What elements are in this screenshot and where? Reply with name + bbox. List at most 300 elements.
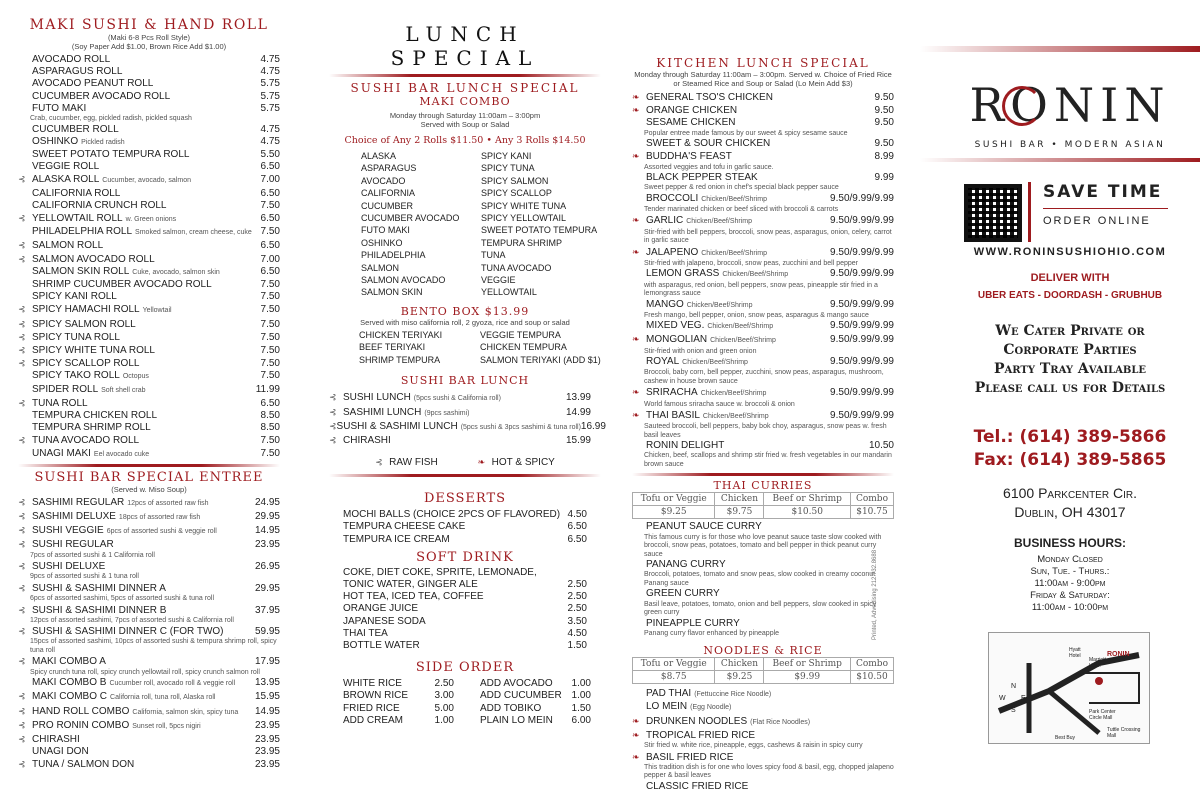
menu-item	[632, 268, 894, 281]
item-price: 4.50	[567, 627, 587, 639]
raw-fish-icon: ⊰	[18, 759, 26, 770]
menu-item	[18, 410, 280, 422]
item-title: SALMON ROLL	[32, 240, 104, 252]
maki-note-1: (Maki 6-8 Pcs Roll Style)	[107, 33, 191, 42]
item-price: 13.95	[254, 677, 280, 689]
item-name	[32, 734, 255, 746]
raw-fish-icon: ⊰	[18, 304, 26, 315]
phone[interactable]: Tel.: (614) 389-5866	[973, 427, 1167, 447]
list-item: OSHINKO	[361, 237, 403, 248]
item-details: Assorted veggies and tofu in garlic sauce.	[644, 163, 774, 171]
item-name	[32, 136, 261, 149]
item-price: 26.95	[254, 561, 280, 573]
menu-item	[632, 214, 894, 228]
item-title: SUSHI & SASHIMI DINNER A	[32, 582, 166, 594]
item-price: 14.99	[565, 406, 591, 418]
price-cell: $10.50	[764, 506, 851, 519]
list-item: TUNA AVOCADO	[481, 262, 552, 273]
maki-combo-note-1: Monday through Saturday 11:00am – 3:00pm	[389, 111, 541, 120]
menu-item	[480, 690, 591, 702]
item-price: 8.99	[874, 151, 894, 163]
item-price: 5.75	[260, 90, 280, 102]
maki-combo-note-2: Served with Soup or Salad	[420, 120, 510, 129]
item-name	[480, 678, 572, 690]
item-description: Chicken/Beef/Shrimp	[701, 195, 767, 203]
item-description: (Fettuccine Rice Noodle)	[694, 691, 772, 699]
menu-item	[18, 212, 280, 226]
item-price: 23.95	[254, 759, 280, 771]
item-name	[32, 691, 255, 704]
header-band	[920, 46, 1200, 52]
item-price: 7.50	[260, 318, 280, 330]
item-name	[32, 91, 261, 103]
item-name	[32, 706, 255, 719]
item-description: Chicken/Beef/Shrimp	[707, 323, 774, 331]
item-description: (9pcs sashimi)	[424, 409, 470, 417]
list-item: ALASKA	[361, 151, 397, 161]
item-price: 6.50	[260, 187, 280, 199]
chili-pepper-icon: ❧	[632, 92, 640, 102]
item-title: TEMPURA ICE CREAM	[343, 533, 450, 545]
menu-item	[343, 567, 587, 579]
desserts-title: DESSERTS	[423, 491, 507, 507]
item-name	[646, 559, 894, 571]
item-title: CUCUMBER AVOCADO ROLL	[32, 90, 171, 102]
item-price: 9.99	[874, 172, 894, 184]
entree-title: SUSHI BAR SPECIAL ENTREE	[34, 469, 264, 485]
item-description: 6pcs of assorted sushi & veggie roll	[106, 528, 217, 536]
item-title: RONIN DELIGHT	[646, 440, 725, 452]
menu-item	[18, 188, 280, 200]
sushi-bar-lunch-title: SUSHI BAR LUNCH SPECIAL	[350, 81, 580, 95]
chili-pepper-icon: ❧	[632, 410, 640, 421]
raw-fish-icon: ⊰	[18, 539, 26, 550]
item-title: MIXED VEG.	[646, 320, 705, 332]
item-price: 4.75	[260, 66, 280, 78]
list-item: VEGGIE	[481, 275, 516, 286]
list-item: SPICY TUNA	[481, 163, 535, 174]
item-title: MONGOLIAN	[646, 334, 708, 346]
item-name	[646, 105, 875, 117]
item-details: Stir fried w. white rice, pineapple, eggs, cashews & raisin in spicy curry	[644, 742, 863, 750]
item-name	[343, 579, 568, 591]
item-title: TONIC WATER, GINGER ALE	[343, 579, 478, 590]
list-item: YELLOWTAIL	[481, 287, 537, 298]
item-price: 5.00	[434, 702, 454, 714]
menu-item	[18, 136, 280, 149]
raw-fish-icon: ⊰	[18, 435, 26, 446]
item-price: 7.00	[260, 174, 280, 186]
item-name	[646, 117, 875, 129]
item-title: SPICY KANI ROLL	[32, 291, 117, 303]
item-price: 23.95	[254, 746, 280, 758]
item-price: 17.95	[254, 656, 280, 668]
item-title: CUCUMBER ROLL	[32, 123, 119, 135]
desserts-list	[329, 509, 601, 546]
item-name	[32, 384, 256, 397]
item-details: 15pcs of assorted sashimi, 10pcs of assorted sushi & tempura shrimp roll, spicy tuna roll	[30, 638, 277, 654]
item-title: COKE, DIET COKE, SPRITE, LEMONADE,	[343, 566, 537, 578]
item-name	[646, 730, 894, 742]
roll-choices-grid	[329, 150, 601, 299]
item-name	[32, 279, 261, 291]
raw-fish-icon: ⊰	[329, 392, 337, 403]
item-price: 7.50	[260, 358, 280, 370]
item-title: BOTTLE WATER	[343, 640, 420, 652]
item-price: 7.50	[260, 199, 280, 211]
price-cell: $9.25	[715, 671, 764, 684]
item-price: 9.50/9.99/9.99	[830, 387, 894, 399]
item-title: SASHIMI DELUXE	[32, 511, 116, 522]
bento-left	[359, 329, 480, 367]
item-title: GREEN CURRY	[646, 588, 720, 600]
item-price: 5.75	[260, 78, 280, 90]
item-title: SESAME CHICKEN	[646, 117, 736, 129]
item-description: (5pcs sushi & California roll)	[413, 395, 501, 403]
item-title: GARLIC	[646, 215, 684, 227]
item-name	[343, 534, 568, 546]
curry-price-table	[632, 492, 894, 519]
address-line-2: Dublin, OH 43017	[1014, 504, 1126, 520]
item-price: 7.50	[260, 278, 280, 290]
item-price: 7.50	[260, 370, 280, 382]
item-title: SPICY SALMON ROLL	[32, 318, 136, 330]
map-pin-icon	[1095, 677, 1103, 685]
sushi-bar-lunch-subtitle: SUSHI BAR LUNCH	[400, 374, 530, 388]
price-cell: $9.25	[633, 506, 715, 519]
menu-item	[18, 510, 280, 524]
order-online[interactable]: ORDER ONLINE	[1043, 215, 1151, 227]
item-price: 29.95	[254, 582, 280, 594]
item-price: 1.00	[571, 678, 591, 690]
save-time: SAVE TIME	[1043, 182, 1163, 202]
maki-list	[18, 54, 280, 461]
raw-fish-icon: ⊰	[18, 344, 26, 355]
item-title: FUTO MAKI	[32, 102, 87, 114]
item-price: 2.50	[567, 603, 587, 615]
item-details: Spicy crunch tuna roll, spicy crunch yellowtail roll, spicy crunch salmon roll	[30, 668, 260, 676]
menu-item	[343, 509, 587, 521]
item-price: 37.95	[254, 604, 280, 616]
menu-item	[632, 117, 894, 129]
item-price: 9.50	[874, 92, 894, 103]
item-name	[646, 172, 875, 184]
price-cell: $10.75	[850, 506, 893, 519]
item-name	[646, 247, 830, 260]
item-description: Cucumber, avocado, salmon	[102, 177, 191, 185]
item-name	[343, 435, 566, 447]
list-item: PHILADELPHIA	[361, 250, 426, 261]
item-price: 9.50	[874, 138, 894, 150]
address-line-1: 6100 Parkcenter Cir.	[1003, 485, 1137, 501]
map-label-tuttle: Tuttle Crossing Mall	[1107, 727, 1141, 739]
item-description: Yellowtail	[142, 307, 172, 315]
raw-fish-icon: ⊰	[18, 318, 26, 329]
item-title: SUSHI & SASHIMI DINNER C (FOR TWO)	[32, 626, 224, 638]
raw-fish-icon: ⊰	[329, 420, 337, 431]
item-title: TUNA ROLL	[32, 397, 88, 409]
menu-item	[18, 690, 280, 704]
menu-item	[343, 703, 454, 715]
bento-title: BENTO BOX $13.99	[400, 304, 530, 318]
item-description: Cuke, avocado, salmon skin	[132, 268, 220, 276]
item-price: 1.00	[571, 690, 591, 702]
item-name	[646, 320, 830, 333]
list-item: SALMON	[361, 262, 400, 273]
item-price: 3.00	[434, 690, 454, 702]
menu-item	[632, 333, 894, 347]
item-title: PHILADELPHIA ROLL	[32, 226, 133, 238]
menu-item	[632, 172, 894, 184]
item-name	[32, 626, 255, 638]
menu-item	[343, 591, 587, 603]
menu-item	[329, 406, 591, 420]
item-name	[32, 497, 255, 510]
location-map[interactable]	[988, 632, 1150, 744]
menu-item	[632, 386, 894, 400]
item-price: 11.99	[255, 383, 280, 395]
menu-item	[18, 78, 280, 90]
item-price: 15.99	[565, 434, 591, 446]
item-name	[32, 319, 261, 331]
item-title: TUNA AVOCADO ROLL	[32, 435, 140, 447]
item-name	[343, 509, 568, 521]
menu-item	[18, 239, 280, 252]
item-details: Sauteed broccoli, bell peppers, baby bok choy, asparagus, snow peas w. fresh basil leaves	[644, 423, 887, 439]
list-item: AVOCADO	[361, 175, 406, 186]
menu-item	[632, 193, 894, 206]
list-item: TEMPURA SHRIMP	[481, 237, 563, 248]
raw-fish-icon: ⊰	[18, 358, 26, 369]
menu-item	[343, 534, 587, 546]
item-title: SWEET POTATO TEMPURA ROLL	[32, 148, 190, 160]
item-price: 2.50	[567, 591, 587, 603]
menu-item	[18, 560, 280, 573]
item-title: BROWN RICE	[343, 690, 408, 702]
item-title: HAND ROLL COMBO	[32, 705, 130, 717]
item-title: ADD TOBIKO	[480, 702, 542, 714]
map-label-marriott: Marriott Hotel	[1089, 657, 1106, 669]
menu-item	[18, 370, 280, 383]
item-title: AVOCADO ROLL	[32, 54, 111, 65]
item-title: ADD AVOCADO	[480, 678, 553, 690]
item-name	[343, 521, 568, 533]
list-item: VEGGIE TEMPURA	[480, 329, 561, 340]
item-details: 9pcs of assorted sushi & 1 tuna roll	[30, 573, 139, 581]
item-description: (5pcs sushi & 3pcs sashimi & tuna roll)	[460, 423, 581, 431]
price-cell: Chicken	[715, 658, 764, 671]
item-details: 7pcs of assorted sushi & 1 California roll	[30, 551, 155, 559]
save-time-box	[1028, 182, 1168, 242]
item-price: 23.95	[254, 733, 280, 745]
item-title: SUSHI & SASHIMI LUNCH	[336, 420, 458, 432]
item-price: 6.50	[567, 533, 587, 545]
list-item: Please call us for Details	[974, 380, 1166, 396]
item-description: Sunset roll, 5pcs nigiri	[132, 722, 201, 730]
item-price: 23.95	[254, 719, 280, 731]
item-price: 9.50/9.99/9.99	[830, 246, 894, 258]
lunch-special-header: LUNCH SPECIAL	[390, 22, 540, 70]
item-price: 9.50/9.99/9.99	[830, 268, 894, 280]
menu-item	[18, 733, 280, 746]
item-name	[646, 268, 830, 281]
item-details: Chicken, beef, scallops and shrimp stir fried w. fresh vegetables in our mandarin brown sauce	[644, 452, 892, 468]
item-price: 14.95	[254, 705, 280, 717]
divider	[18, 464, 280, 467]
list-item: Corporate Parties	[1003, 342, 1137, 358]
menu-item	[18, 538, 280, 551]
item-name	[646, 701, 894, 714]
raw-fish-icon: ⊰	[18, 733, 26, 744]
menu-item	[18, 448, 280, 461]
deliver-with: DELIVER WITH	[1030, 272, 1110, 284]
menu-item	[18, 291, 280, 303]
item-name	[32, 54, 261, 66]
item-name	[32, 656, 255, 668]
menu-item	[632, 91, 894, 104]
menu-item	[329, 420, 606, 434]
list-item: Friday & Saturday:	[1030, 590, 1110, 601]
item-title: TEMPURA CHEESE CAKE	[343, 521, 466, 533]
item-name	[32, 583, 255, 595]
item-title: UNAGI DON	[32, 746, 89, 758]
menu-item	[343, 628, 587, 640]
item-description: Chicken/Beef/Shrimp	[682, 359, 748, 367]
item-details: This famous curry is for those who love peanut sauce taste slow cooked with broccoli, snow peas, potatoes, tomato and bell pepper in thick peanut curry sauce	[644, 533, 882, 558]
menu-item	[18, 344, 280, 357]
item-price: 3.50	[567, 615, 587, 627]
item-name	[646, 781, 894, 793]
item-title: LEMON GRASS	[646, 268, 720, 280]
list-item: CUCUMBER AVOCADO	[361, 213, 460, 224]
entree-note: (Served w. Miso Soup)	[111, 484, 187, 494]
item-title: WHITE RICE	[343, 678, 402, 690]
menu-item	[18, 384, 280, 397]
menu-item	[329, 391, 591, 405]
divider-band	[920, 158, 1200, 162]
item-price: 7.50	[260, 331, 280, 343]
item-price: 6.50	[260, 240, 280, 252]
item-details: Crab, cucumber, egg, pickled radish, pickled squash	[30, 115, 192, 123]
kitchen-list	[632, 91, 894, 469]
qr-code[interactable]	[964, 184, 1022, 242]
item-name	[32, 511, 255, 524]
item-description: Chicken/Beef/Shrimp	[686, 301, 753, 309]
item-title: SASHIMI LUNCH	[343, 406, 422, 418]
item-title: SUSHI DELUXE	[32, 561, 106, 573]
item-details: Tender marinated chicken or beef sliced with broccoli & carrots	[644, 205, 839, 213]
item-name	[646, 193, 830, 206]
item-details: Panang curry flavor enhanced by pineapple	[644, 629, 780, 637]
item-price: 2.50	[434, 678, 454, 690]
item-name	[32, 213, 261, 226]
list-item: SALMON SKIN	[361, 287, 423, 298]
item-title: SASHIMI REGULAR	[32, 496, 125, 508]
item-name	[32, 332, 261, 344]
item-price: 7.50	[260, 344, 280, 356]
menu-item	[18, 524, 280, 538]
item-price: 7.50	[260, 291, 280, 303]
item-price: 7.50	[260, 435, 280, 447]
menu-item	[18, 758, 280, 771]
item-price: 6.50	[260, 161, 280, 173]
item-details: with asparagus, red onion, bell peppers, snow peas, pineapple stir fried in a lemongrass sauce	[644, 281, 878, 298]
list-item: FUTO MAKI	[361, 225, 410, 236]
menu-item	[632, 356, 894, 369]
list-item: SWEET POTATO TEMPURA	[481, 225, 598, 236]
item-title: CLASSIC FRIED RICE	[646, 780, 749, 792]
item-price: 9.50/9.99/9.99	[830, 298, 894, 310]
item-name	[646, 588, 894, 600]
side-left	[343, 678, 454, 727]
item-title: BASIL FRIED RICE	[646, 751, 734, 763]
item-name	[646, 334, 830, 347]
item-price: 6.50	[260, 212, 280, 224]
catering-block	[950, 322, 1190, 398]
item-price: 9.50/9.99/9.99	[830, 192, 894, 204]
price-cell: $8.75	[633, 671, 715, 684]
item-title: ORANGE CHICKEN	[646, 105, 738, 117]
brand-name: RONIN	[969, 78, 1171, 132]
item-title: GENERAL TSO'S CHICKEN	[646, 92, 773, 103]
menu-item	[18, 677, 280, 690]
price-cell: Chicken	[715, 493, 764, 506]
list-item: SPICY SCALLOP	[481, 188, 552, 199]
menu-item	[18, 496, 280, 510]
ronin-seal-icon	[1002, 86, 1042, 126]
website[interactable]: WWW.RONINSUSHIOHIO.COM	[973, 246, 1167, 258]
menu-item	[18, 124, 280, 136]
item-details: Sweet pepper & red onion in chef's special black pepper sauce	[644, 184, 839, 192]
side-right	[480, 678, 591, 727]
item-title: AVOCADO PEANUT ROLL	[32, 78, 154, 90]
item-price: 9.50/9.99/9.99	[830, 410, 894, 422]
menu-item	[632, 618, 894, 630]
menu-item	[18, 103, 280, 115]
item-price: 14.95	[254, 525, 280, 537]
divider	[329, 474, 601, 477]
item-name	[646, 716, 894, 729]
price-cell: Beef or Shrimp	[764, 658, 851, 671]
item-description: California roll, tuna roll, Alaska roll	[110, 694, 216, 702]
item-title: OSHINKO	[32, 135, 79, 147]
item-price: 2.50	[567, 579, 587, 590]
divider	[632, 473, 894, 476]
item-details: Fresh mango, bell pepper, onion, snow peas, asparagus & mango sauce	[644, 311, 869, 319]
column-info	[920, 0, 1200, 762]
map-road-circle	[1084, 673, 1139, 703]
item-description: California, salmon skin, spicy tuna	[132, 708, 239, 716]
item-name	[646, 521, 894, 533]
item-name	[32, 226, 261, 239]
menu-item	[343, 640, 587, 652]
menu-item	[18, 149, 280, 161]
price-cell: $9.99	[764, 671, 851, 684]
chili-pepper-icon: ❧	[632, 246, 640, 257]
raw-fish-icon: ⊰	[329, 434, 337, 445]
divider	[329, 74, 601, 77]
kitchen-note: Monday through Saturday 11:00am – 3:00pm. Served w. Choice of Fried Rice or Steamed Rice and Soup or Salad (Lo Mein Add $3)	[634, 70, 892, 88]
menu-item	[632, 440, 894, 452]
raw-fish-icon: ⊰	[18, 253, 26, 264]
item-name	[646, 299, 830, 312]
raw-fish-icon: ⊰	[18, 496, 26, 507]
item-name	[343, 616, 568, 628]
rolls-right	[481, 150, 601, 299]
menu-item	[18, 279, 280, 291]
item-title: PANANG CURRY	[646, 559, 726, 571]
item-title: SPICY SCALLOP ROLL	[32, 358, 140, 370]
